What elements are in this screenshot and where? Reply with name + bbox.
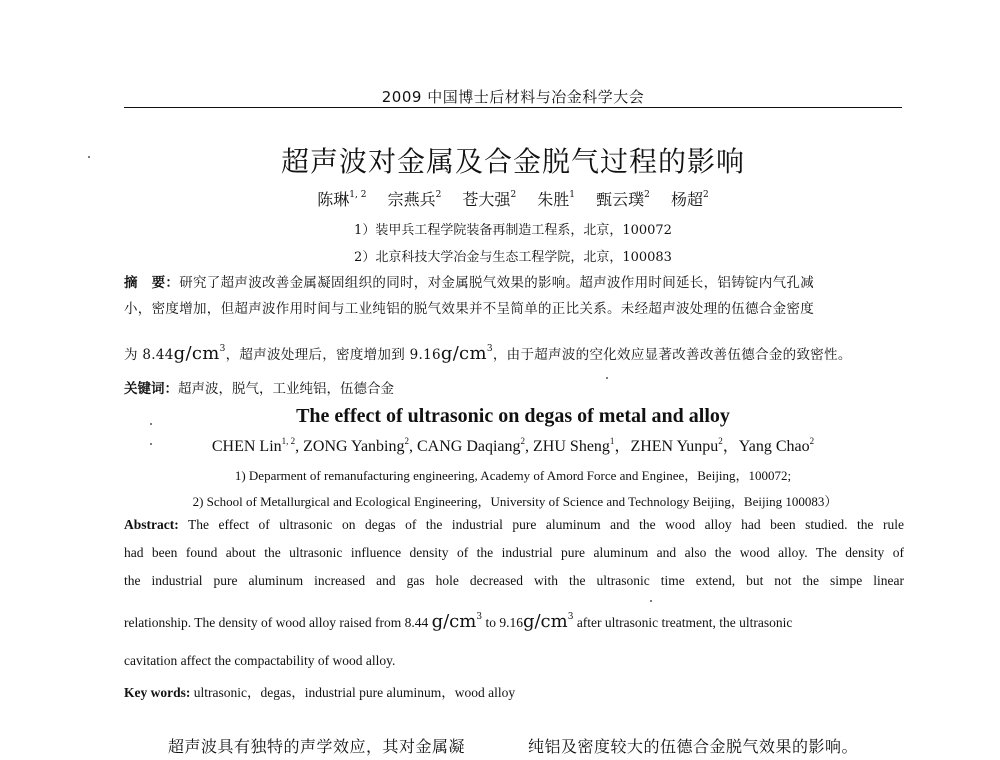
title-english: The effect of ultrasonic on degas of metal and alloy: [296, 405, 730, 427]
abstract-en-line: Abstract: The effect of ultrasonic on degas of the industrial pure aluminum and the wood alloy had been studied. the rule: [124, 517, 904, 532]
author-zh: 宗燕兵$^2$: [387, 190, 442, 209]
author-zh: 甄云璞$^2$: [596, 190, 650, 209]
author-zh: 朱胜$^1$: [537, 190, 576, 209]
unit-density: $g/cm^3$: [431, 611, 483, 632]
authors-english: CHEN Lin$^{1, 2}$, ZONG Yanbing$^2$, CANG Daqiang$^2$, ZHU Sheng$^1$，ZHEN Yunpu$^2$，Yang Chao$^2$: [211, 436, 815, 455]
title-chinese: 超声波对金属及合金脱气过程的影响: [280, 145, 745, 178]
unit-density: $g/cm^3$: [440, 343, 493, 364]
author-zh: 苍大强$^2$: [462, 190, 517, 209]
author-zh: 杨超$^2$: [670, 190, 709, 209]
authors-chinese: [124, 187, 902, 210]
scan-speck: [150, 443, 152, 445]
keywords-english: Key words: ultrasonic，degas，industrial pure aluminum，wood alloy: [124, 685, 516, 700]
affiliation-en-1: 1) Deparment of remanufacturing engineering, Academy of Amord Force and Enginee，Beijing，100072;: [234, 468, 792, 483]
header-rule: [124, 107, 902, 108]
affiliation-zh-1: 1）装甲兵工程学院装备再制造工程系，北京，100072: [354, 223, 672, 238]
scan-speck: [88, 156, 90, 158]
author-zh: 陈琳$^{1, 2}$: [317, 190, 367, 209]
abstract-zh-line: 摘 要：研究了超声波改善金属凝固组织的同时，对金属脱气效果的影响。超声波作用时间延长，铝铸锭内气孔减: [124, 275, 815, 291]
abstract-en-line: cavitation affect the compactability of wood alloy.: [124, 653, 396, 668]
abstract-en-line: had been found about the ultrasonic influence density of the industrial pure aluminum and also the wood alloy. The density of: [124, 545, 904, 560]
keywords-en-label: Key words:: [124, 685, 191, 700]
affiliation-zh-2: 2）北京科技大学冶金与生态工程学院，北京，100083: [354, 250, 672, 265]
keywords-zh-label: 关键词：: [124, 381, 178, 397]
abstract-en-line: the industrial pure aluminum increased and gas hole decreased with the ultrasonic time extend, but not the simpe linear: [124, 573, 904, 588]
unit-density: $g/cm^3$: [522, 611, 574, 632]
unit-density: $g/cm^3$: [173, 343, 226, 364]
conference-header: 2009 中国博士后材料与冶金科学大会: [381, 88, 645, 106]
abstract-zh-label: 摘 要：: [124, 275, 180, 291]
scan-speck: [150, 423, 152, 425]
scan-speck: [650, 600, 652, 602]
abstract-en-label: Abstract:: [124, 517, 179, 532]
abstract-en-line: relationship. The density of wood alloy raised from 8.44 $g/cm^3$ to $9.16g/cm^3$ after ultrasonic treatment, the ultrasonic: [124, 611, 793, 632]
abstract-zh-line: 小，密度增加，但超声波作用时间与工业纯铝的脱气效果并不呈简单的正比关系。未经超声波处理的伍德合金密度: [124, 301, 814, 317]
scan-speck: [606, 377, 608, 379]
body-text-right-column: 纯铝及密度较大的伍德合金脱气效果的影响。: [528, 737, 859, 756]
keywords-chinese: 关键词：超声波，脱气，工业纯铝，伍德合金: [124, 381, 394, 397]
abstract-zh-line: 为 $8.44g/cm^3$，超声波处理后，密度增加到 $9.16g/cm^3$，由于超声波的空化效应显著改善改善伍德合金的致密性。: [124, 343, 852, 364]
body-text-left-column: 超声波具有独特的声学效应，其对金属凝: [168, 737, 466, 756]
affiliation-en-2: 2) School of Metallurgical and Ecological Engineering，University of Science and Technology Beijing，Beijing 100083）: [192, 494, 838, 509]
